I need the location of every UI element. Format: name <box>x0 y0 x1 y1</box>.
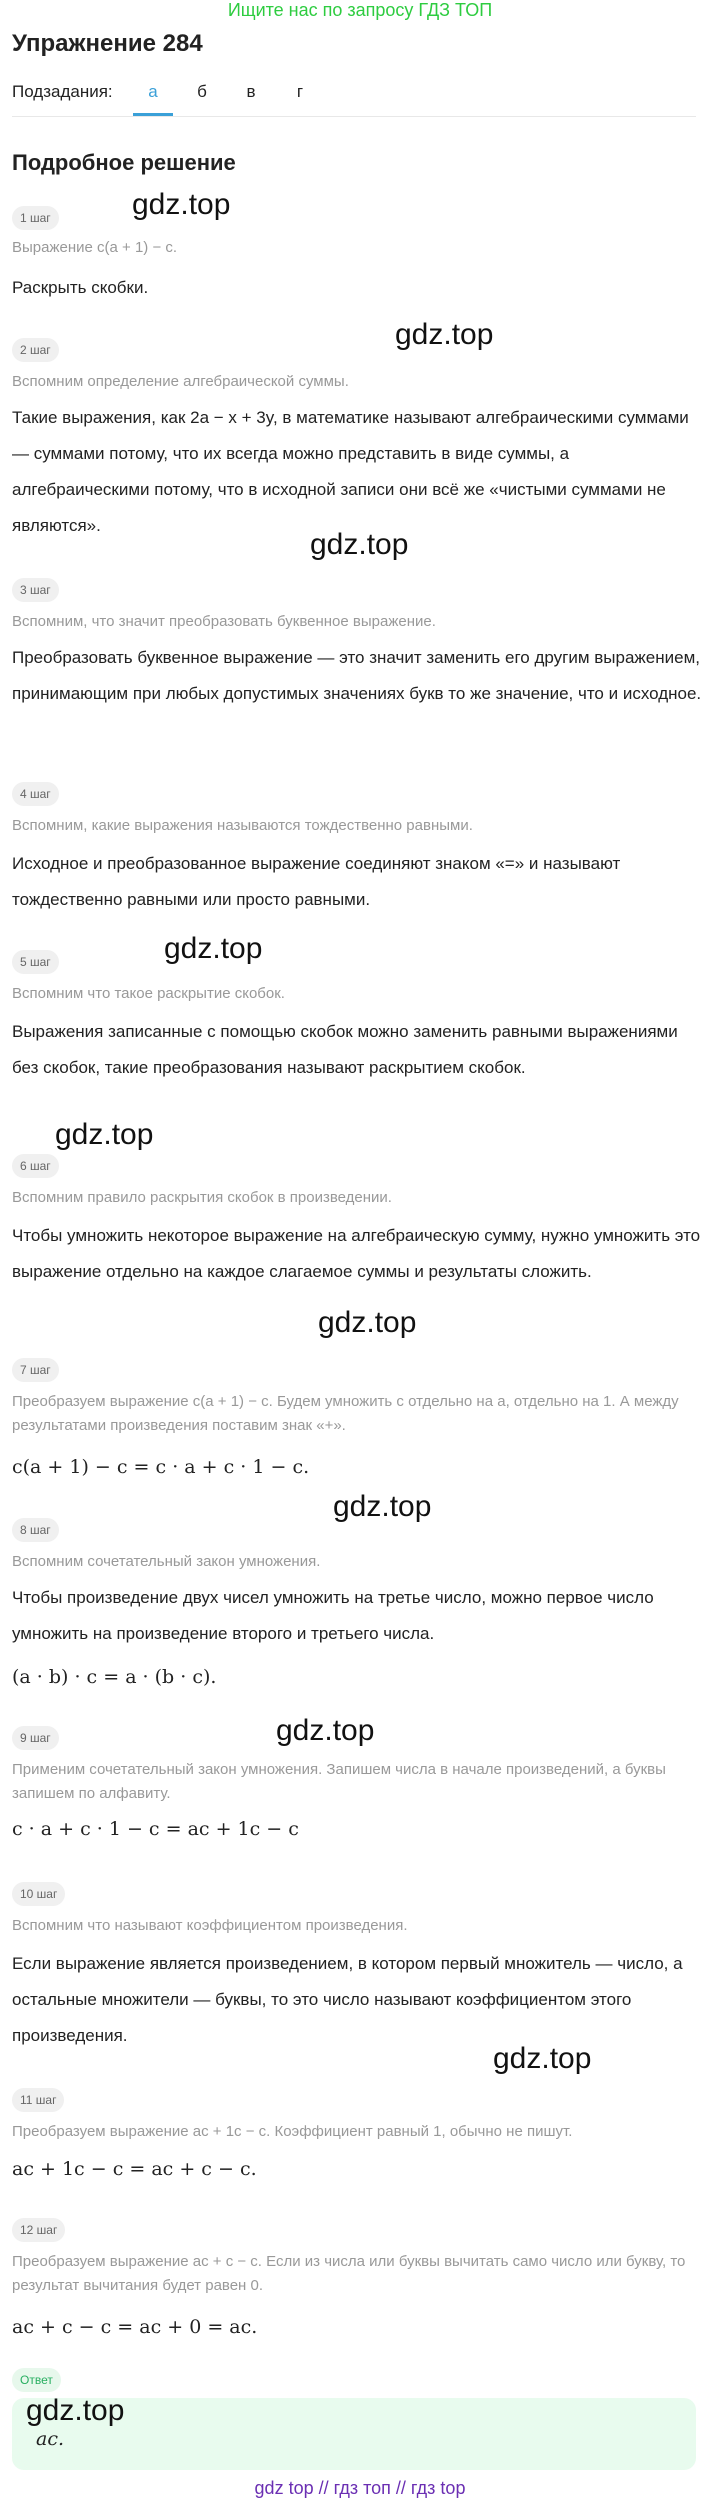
step-10-hint: Вспомним что называют коэффициентом произведения. <box>12 1917 408 1934</box>
subtasks-label: Подзадания: <box>12 82 113 101</box>
step-2-text: Такие выражения, как 2a − x + 3y, в математике называют алгебраическими суммами — суммами потому, что их всегда можно представить в виде суммы, а алгебраическими потому, что в исходной записи они всё же «чистыми суммами не являются». <box>12 408 689 535</box>
solution-heading: Подробное решение <box>12 150 236 175</box>
watermark: gdz.top <box>310 528 409 561</box>
watermark: gdz.top <box>493 2042 592 2075</box>
step-10-badge: 10 шаг <box>12 1882 65 1906</box>
step-9-hint: Применим сочетательный закон умножения. Запишем числа в начале произведений, а буквы запишем по алфавиту. <box>12 1761 666 1802</box>
watermark: gdz.top <box>55 1118 154 1151</box>
step-11-hint: Преобразуем выражение ac + 1c − c. Коэффициент равный 1, обычно не пишут. <box>12 2123 573 2140</box>
page-title: Упражнение 284 <box>12 30 203 57</box>
footer-links[interactable]: gdz top // гдз топ // гдз top <box>254 2478 466 2498</box>
step-5-badge: 5 шаг <box>12 950 59 974</box>
watermark: gdz.top <box>318 1306 417 1339</box>
step-1-badge: 1 шаг <box>12 206 59 230</box>
step-8-text: Чтобы произведение двух чисел умножить на третье число, можно первое число умножить на произведение второго и третьего числа. <box>12 1588 654 1643</box>
step-10-text: Если выражение является произведением, в котором первый множитель — число, а остальные множители — буквы, то это число называют коэффициентом этого произведения. <box>12 1954 683 2045</box>
tab-g[interactable]: г <box>296 82 304 101</box>
step-9-formula: c · a + c · 1 − c = ac + 1c − c <box>12 1818 299 1840</box>
step-4-badge: 4 шаг <box>12 782 59 806</box>
step-12-hint: Преобразуем выражение ac + c − c. Если из числа или буквы вычитать само число или букву, то результат вычитания будет равен 0. <box>12 2253 686 2294</box>
step-4-hint: Вспомним, какие выражения называются тождественно равными. <box>12 817 473 834</box>
step-3-text: Преобразовать буквенное выражение — это значит заменить его другим выражением, принимающим при любых допустимых значениях букв то же значение, что и исходное. <box>12 648 702 703</box>
watermark: gdz.top <box>132 188 231 221</box>
step-11-formula: ac + 1c − c = ac + c − c. <box>12 2158 257 2180</box>
watermark: gdz.top <box>276 1714 375 1747</box>
step-3-hint: Вспомним, что значит преобразовать буквенное выражение. <box>12 613 436 630</box>
tab-b[interactable]: б <box>197 82 207 101</box>
watermark: gdz.top <box>26 2394 125 2427</box>
watermark: gdz.top <box>395 318 494 351</box>
step-2-hint: Вспомним определение алгебраической суммы. <box>12 373 349 390</box>
step-2-badge: 2 шаг <box>12 338 59 362</box>
step-9-badge: 9 шаг <box>12 1726 59 1750</box>
step-7-badge: 7 шаг <box>12 1358 59 1382</box>
watermark: gdz.top <box>333 1490 432 1523</box>
step-4-text: Исходное и преобразованное выражение соединяют знаком «=» и называют тождественно равными или просто равными. <box>12 854 621 909</box>
step-6-badge: 6 шаг <box>12 1154 59 1178</box>
step-3-badge: 3 шаг <box>12 578 59 602</box>
step-1-hint: Выражение c(a + 1) − c. <box>12 239 178 256</box>
step-1-text: Раскрыть скобки. <box>12 278 149 297</box>
tab-a[interactable]: а <box>148 82 158 101</box>
top-search-link[interactable]: Ищите нас по запросу ГДЗ ТОП <box>227 0 493 20</box>
watermark: gdz.top <box>164 932 263 965</box>
step-8-badge: 8 шаг <box>12 1518 59 1542</box>
step-5-hint: Вспомним что такое раскрытие скобок. <box>12 985 285 1002</box>
answer-value: ac. <box>36 2428 65 2450</box>
step-7-hint: Преобразуем выражение c(a + 1) − c. Будем умножить c отдельно на a, отдельно на 1. А между результатами произведения поставим знак «+». <box>12 1393 679 1434</box>
step-8-formula: (a · b) · c = a · (b · c). <box>12 1666 217 1688</box>
step-8-hint: Вспомним сочетательный закон умножения. <box>12 1553 321 1570</box>
step-5-text: Выражения записанные с помощью скобок можно заменить равными выражениями без скобок, такие преобразования называют раскрытием скобок. <box>12 1022 678 1077</box>
step-11-badge: 11 шаг <box>12 2088 64 2112</box>
tab-v[interactable]: в <box>246 82 256 101</box>
step-6-hint: Вспомним правило раскрытия скобок в произведении. <box>12 1189 392 1206</box>
step-12-formula: ac + c − c = ac + 0 = ac. <box>12 2316 258 2338</box>
step-12-badge: 12 шаг <box>12 2218 65 2242</box>
answer-badge: Ответ <box>12 2368 61 2392</box>
step-7-formula: c(a + 1) − c = c · a + c · 1 − c. <box>12 1456 310 1478</box>
step-6-text: Чтобы умножить некоторое выражение на алгебраическую сумму, нужно умножить это выражение отдельно на каждое слагаемое суммы и результаты сложить. <box>12 1226 701 1281</box>
tabs-divider <box>12 116 696 117</box>
